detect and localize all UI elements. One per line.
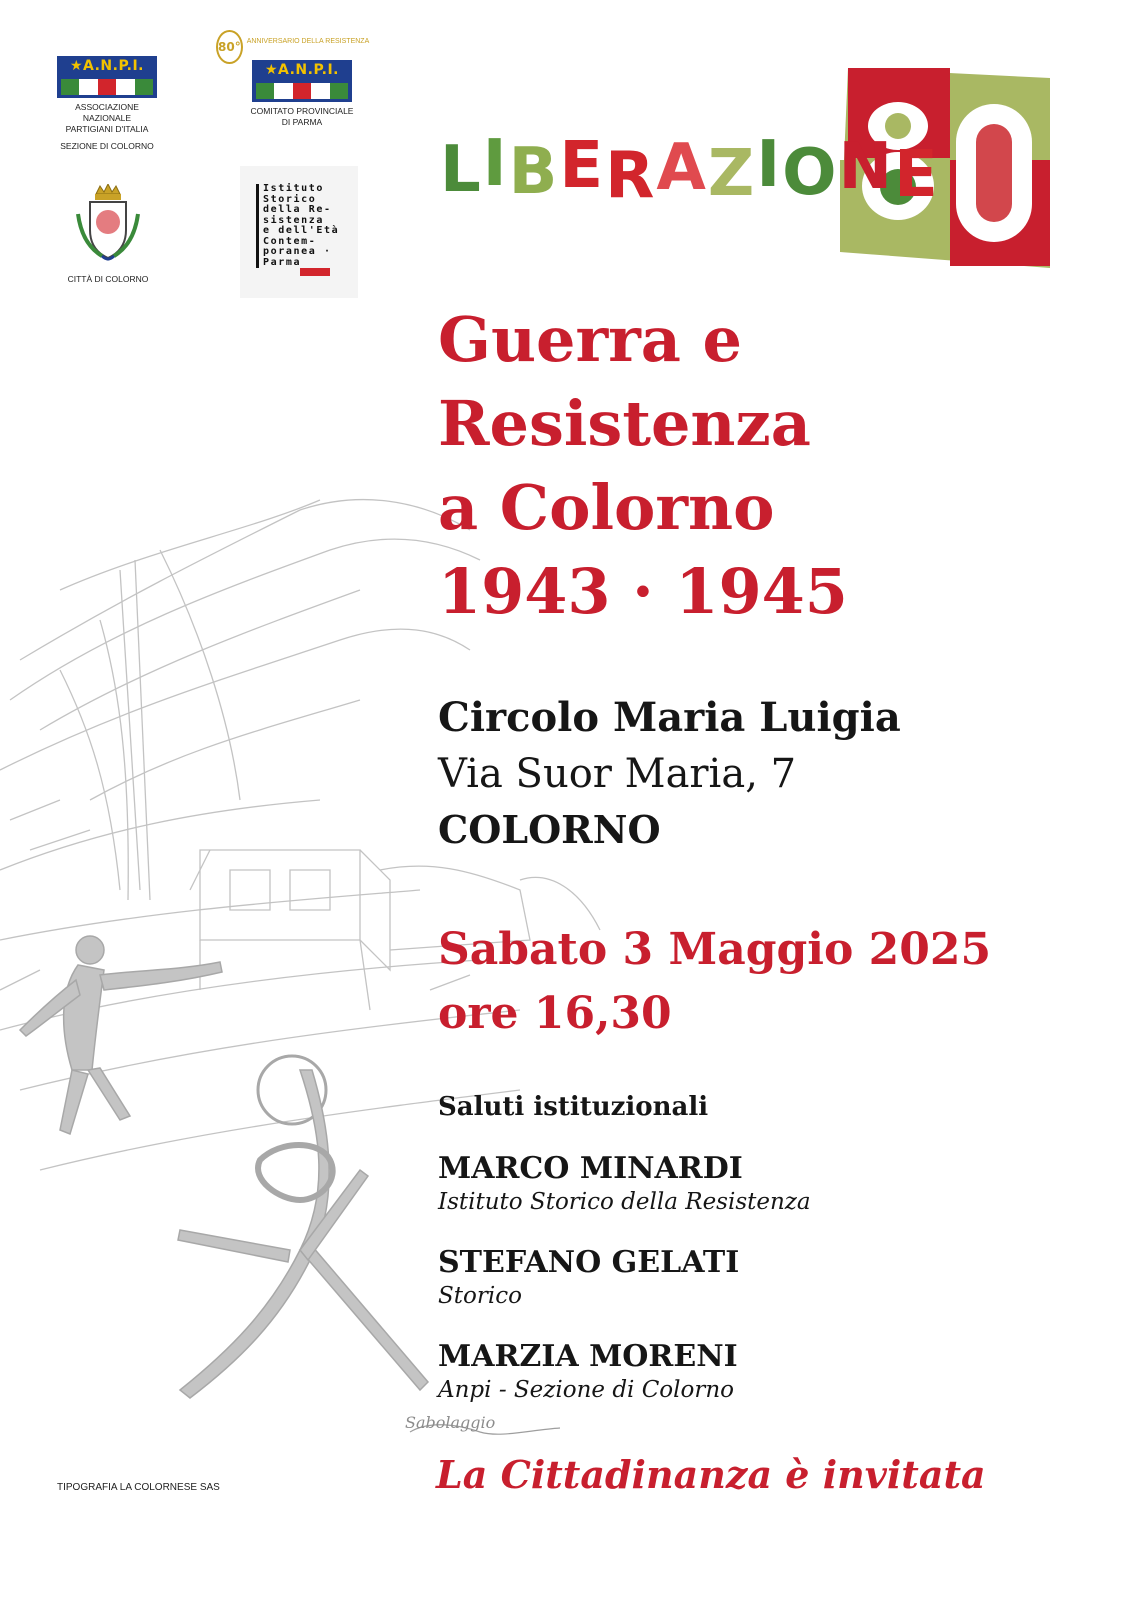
- event-date: Sabato 3 Maggio 2025: [438, 924, 992, 975]
- speaker-name: STEFANO GELATI: [438, 1245, 740, 1280]
- title-line-3: a Colorno: [438, 471, 775, 544]
- istituto-red-bar: [300, 268, 330, 276]
- speaker-role: Storico: [438, 1283, 522, 1309]
- speaker-2: [438, 1244, 739, 1310]
- anpi-parma-caption: COMITATO PROVINCIALE DI PARMA: [250, 106, 354, 127]
- anpi-colorno-logo: [57, 56, 157, 152]
- speaker-role: Istituto Storico della Resistenza: [438, 1189, 811, 1215]
- liberazione-letter: E: [559, 129, 606, 203]
- coat-of-arms-icon: [58, 184, 158, 264]
- title-years: 1943 · 1945: [438, 555, 848, 628]
- liberazione-letter: R: [605, 139, 657, 213]
- anpi-parma-logo: [216, 30, 370, 128]
- venue-name: Circolo Maria Luigia: [438, 694, 901, 741]
- artist-signature: Sabolaggio: [405, 1413, 496, 1432]
- liberazione-letter: L: [440, 133, 483, 207]
- comune-caption: CITTÀ DI COLORNO: [67, 274, 149, 284]
- liberazione-letter: I: [482, 127, 509, 201]
- printer-credit: TIPOGRAFIA LA COLORNESE SAS: [57, 1482, 220, 1493]
- title-line-2: Resistenza: [438, 387, 811, 460]
- liberazione-letter: O: [782, 136, 839, 210]
- svg-text:80: 80: [947, 262, 949, 263]
- anpi-badge: ★A.N.P.I.: [252, 60, 352, 102]
- venue-city: COLORNO: [438, 807, 661, 852]
- liberazione-letter: Z: [707, 137, 757, 211]
- anpi-section: SEZIONE DI COLORNO: [60, 141, 154, 151]
- liberazione-letter: N: [838, 130, 895, 204]
- anniversary-80-icon: 80°: [216, 30, 243, 64]
- liberazione-80-logo: [440, 56, 1060, 270]
- istituto-text: Istituto Storico della Re- sistenza e dell'Età Contem- poranea · Parma: [256, 184, 351, 268]
- istituto-storico-logo: [240, 166, 358, 298]
- title-line-1: Guerra e: [438, 303, 743, 376]
- anpi-badge: ★A.N.P.I.: [57, 56, 157, 98]
- event-title: [438, 298, 848, 634]
- venue-address: Via Suor Maria, 7: [438, 751, 797, 797]
- speaker-role: Anpi - Sezione di Colorno: [438, 1377, 735, 1403]
- speaker-name: MARCO MINARDI: [438, 1151, 743, 1186]
- comune-colorno-logo: [58, 184, 158, 285]
- event-time: ore 16,30: [438, 988, 672, 1039]
- venue-block: [438, 690, 901, 858]
- anpi-caption: ASSOCIAZIONE NAZIONALE PARTIGIANI D'ITALIA: [65, 102, 149, 134]
- speaker-name: MARZIA MORENI: [438, 1339, 738, 1374]
- liberazione-letter: I: [756, 128, 783, 202]
- liberazione-letter: A: [656, 131, 708, 205]
- speaker-3: [438, 1338, 738, 1404]
- invitation-line: La Cittadinanza è invitata: [436, 1452, 986, 1497]
- anniversary-text: ANNIVERSARIO DELLA RESISTENZA: [246, 37, 370, 45]
- liberazione-word: [440, 127, 940, 213]
- liberazione-letter: E: [894, 138, 940, 212]
- speaker-1: [438, 1150, 811, 1216]
- greeting-heading: Saluti istituzionali: [438, 1092, 709, 1122]
- liberazione-letter: B: [508, 135, 560, 209]
- event-datetime: [438, 918, 991, 1046]
